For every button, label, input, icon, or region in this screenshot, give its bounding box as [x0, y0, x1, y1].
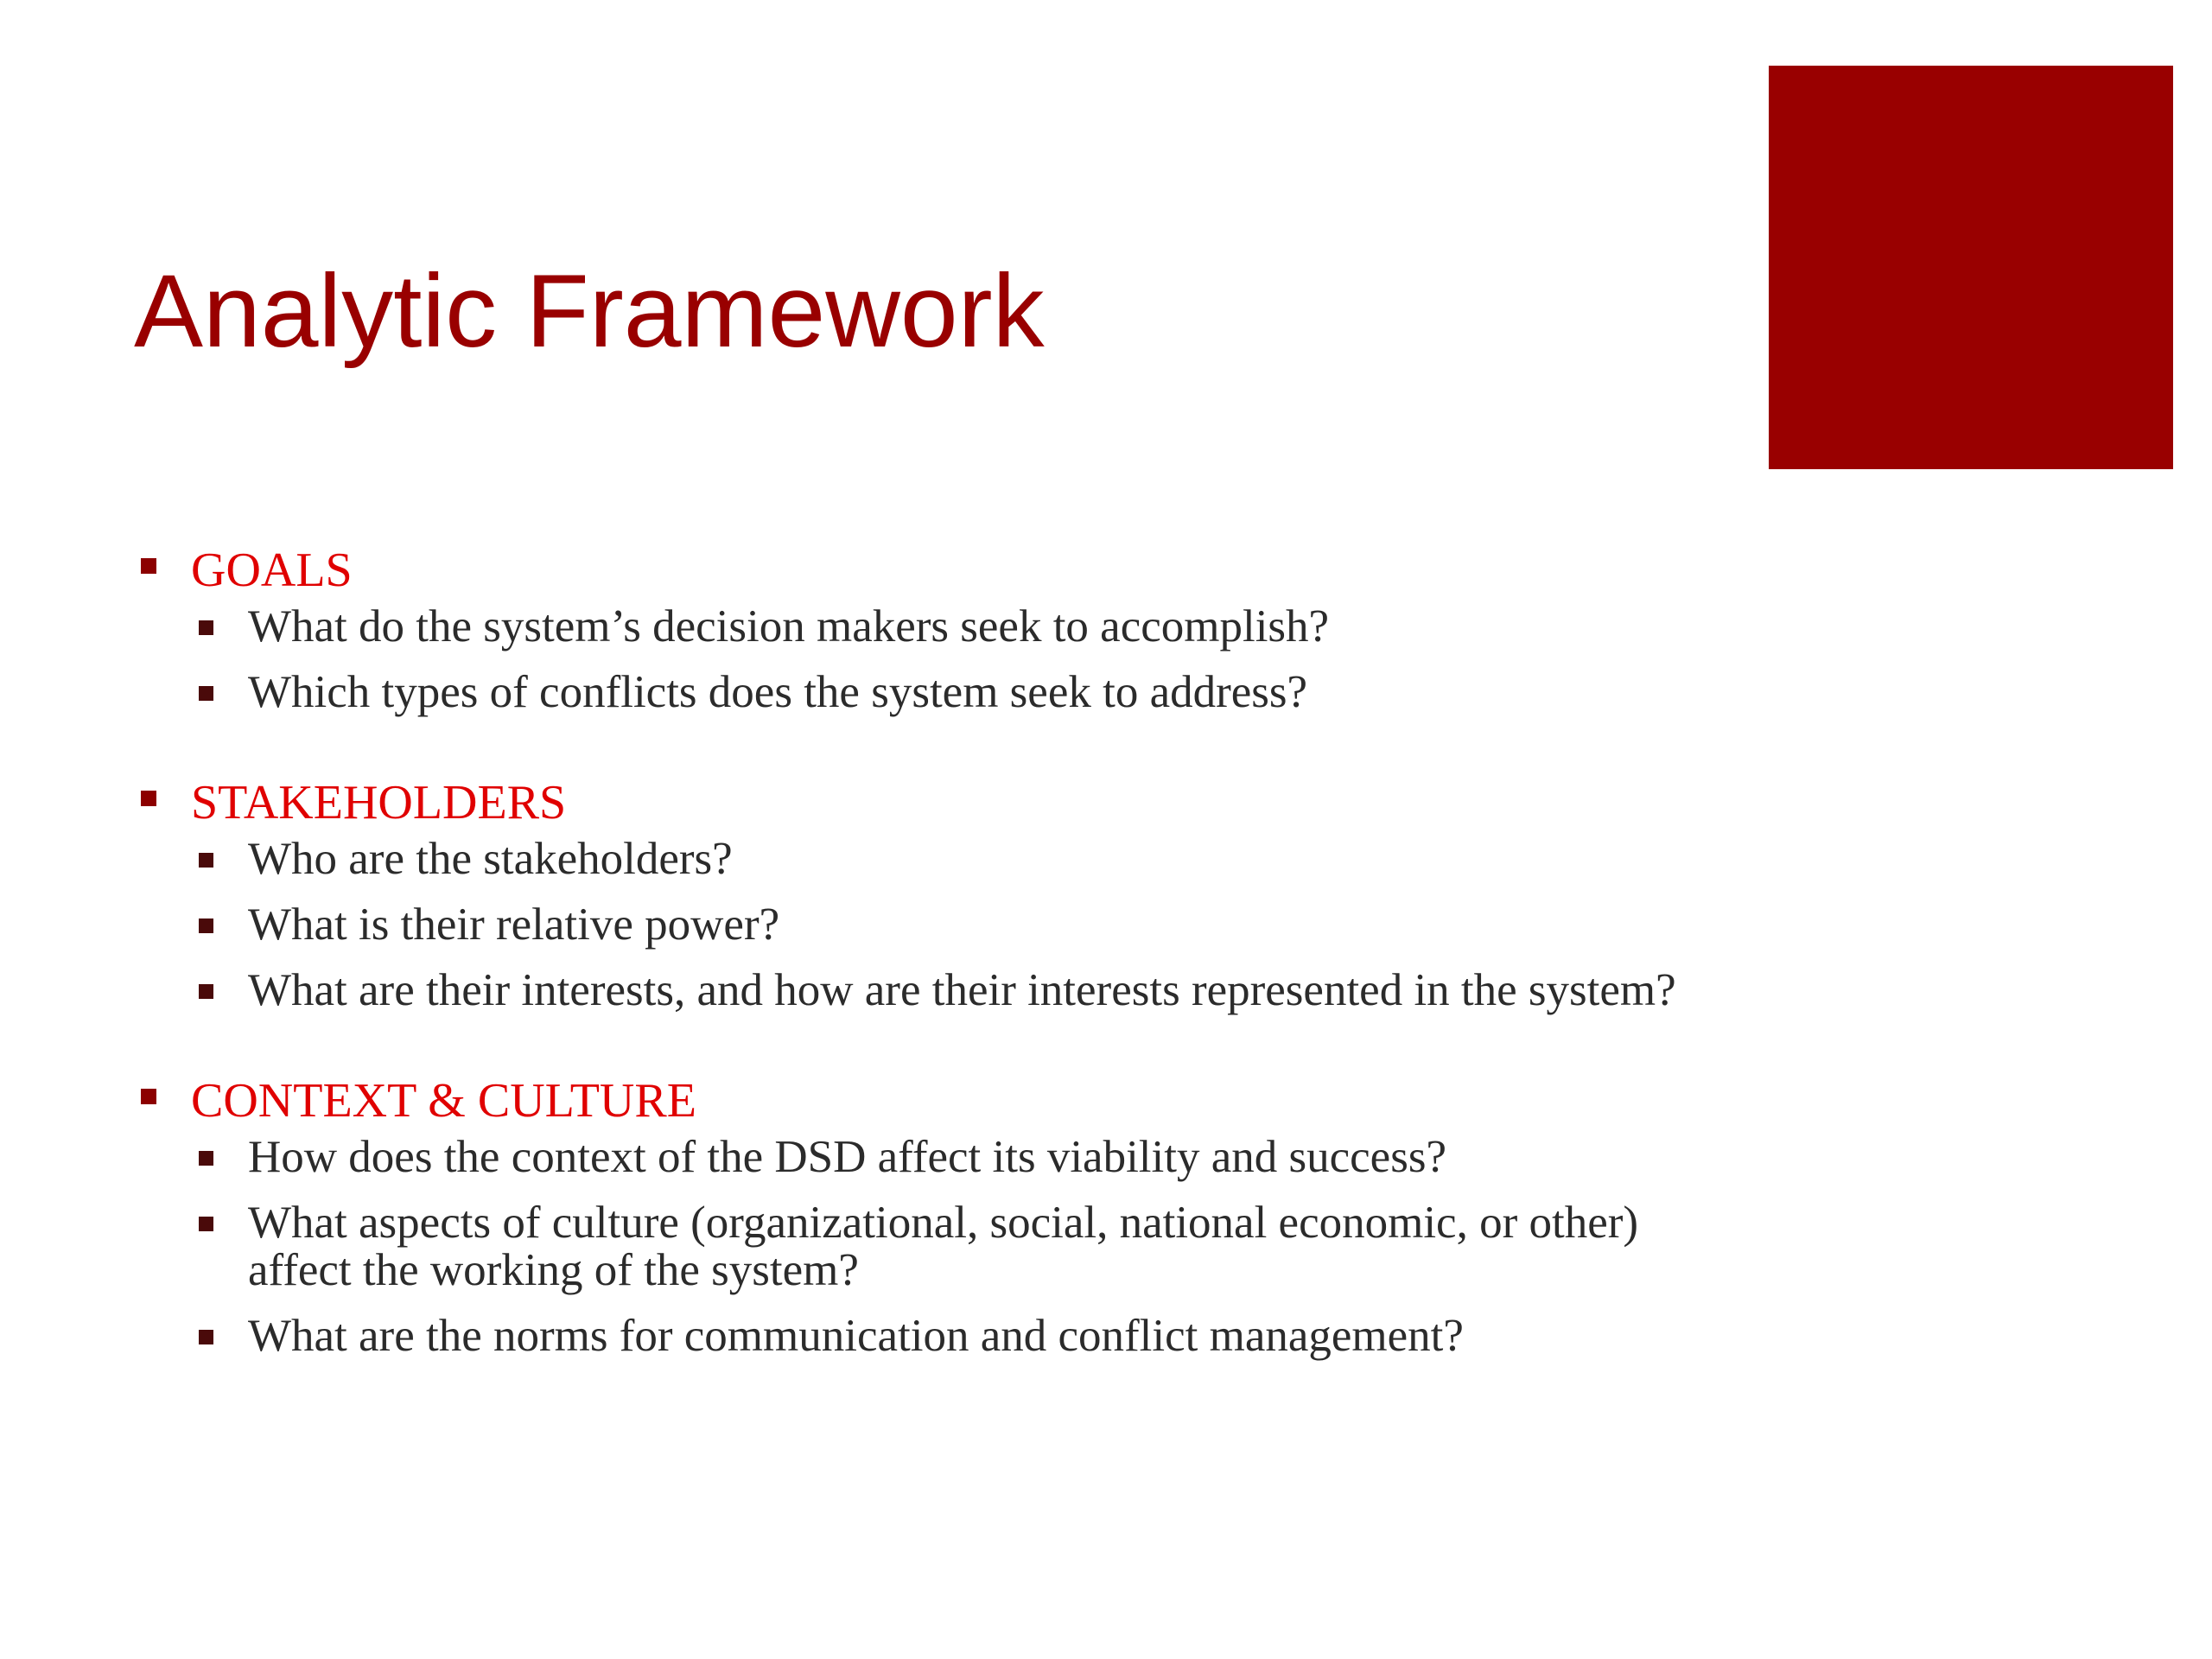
slide-content — [134, 537, 1689, 1414]
list-item — [134, 603, 1689, 651]
accent-block — [1769, 66, 2173, 469]
square-bullet-icon — [199, 686, 213, 701]
list-item-text: What aspects of culture (organizational, social, national economic, or other) affect the working of the system? — [248, 1198, 1639, 1295]
section-heading-text: CONTEXT & CULTURE — [191, 1074, 696, 1128]
list-item-text: What do the system’s decision makers seek to accomplish? — [248, 601, 1330, 652]
section-stakeholders — [134, 770, 1689, 1014]
section-goals — [134, 537, 1689, 716]
list-item-text: Who are the stakeholders? — [248, 834, 733, 884]
list-item — [134, 1199, 1689, 1294]
section-heading — [134, 537, 1689, 603]
section-heading — [134, 1068, 1689, 1134]
list-item — [134, 1313, 1689, 1360]
square-bullet-icon — [199, 1151, 213, 1166]
list-item — [134, 669, 1689, 716]
slide-title: Analytic Framework — [134, 253, 1045, 369]
list-item-text: What are their interests, and how are their interests represented in the system? — [248, 965, 1676, 1015]
bullet-list — [134, 603, 1689, 716]
list-item-text: How does the context of the DSD affect its viability and success? — [248, 1132, 1446, 1182]
list-item — [134, 967, 1689, 1014]
square-bullet-icon — [199, 984, 213, 999]
square-bullet-icon — [141, 791, 156, 806]
square-bullet-icon — [199, 1330, 213, 1344]
list-item — [134, 901, 1689, 949]
square-bullet-icon — [199, 853, 213, 868]
list-item-text: What is their relative power? — [248, 899, 780, 950]
square-bullet-icon — [199, 918, 213, 933]
section-context-culture — [134, 1068, 1689, 1360]
list-item-text: Which types of conflicts does the system seek to address? — [248, 667, 1308, 717]
bullet-list — [134, 1134, 1689, 1360]
list-item — [134, 1134, 1689, 1181]
square-bullet-icon — [199, 620, 213, 635]
square-bullet-icon — [141, 558, 156, 574]
square-bullet-icon — [199, 1217, 213, 1231]
section-heading-text: STAKEHOLDERS — [191, 776, 567, 830]
list-item — [134, 836, 1689, 883]
section-heading-text: GOALS — [191, 543, 353, 597]
list-item-text: What are the norms for communication and conflict management? — [248, 1311, 1464, 1361]
section-heading — [134, 770, 1689, 836]
bullet-list — [134, 836, 1689, 1014]
square-bullet-icon — [141, 1089, 156, 1104]
